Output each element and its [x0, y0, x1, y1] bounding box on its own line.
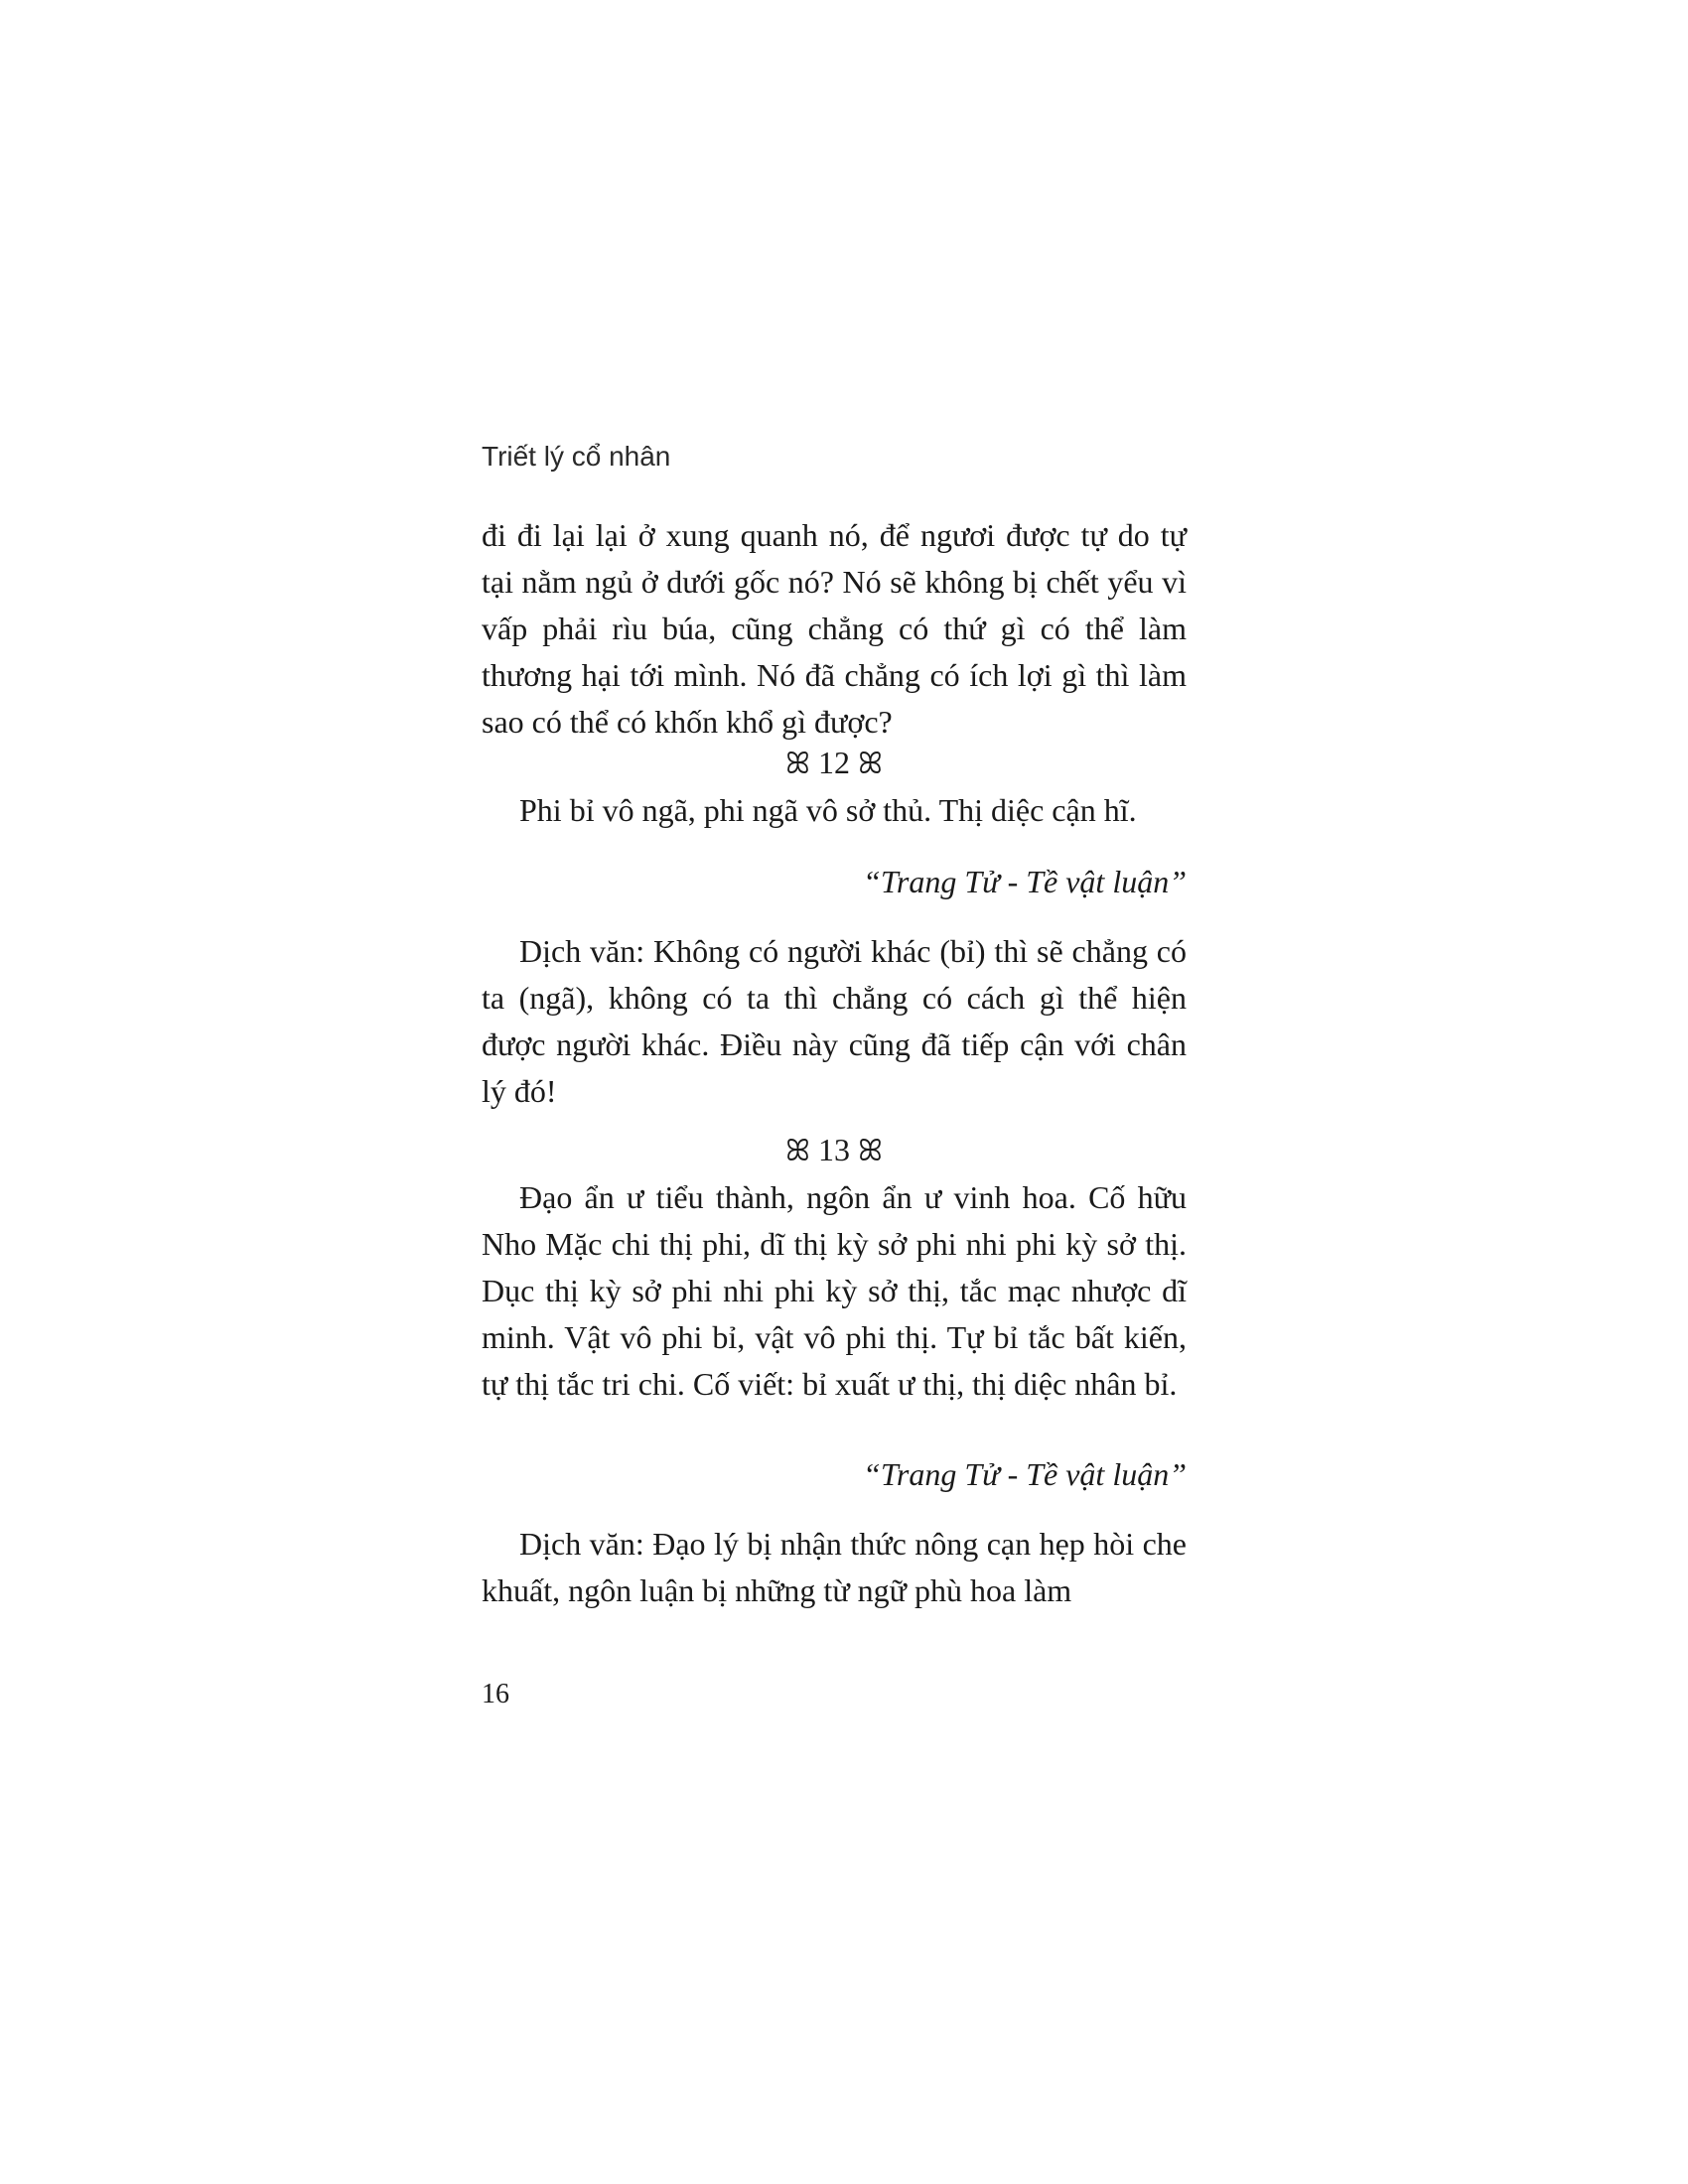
section-13-quote-block	[482, 1174, 1187, 1408]
classical-quote: Phi bỉ vô ngã, phi ngã vô sở thủ. Thị diệc cận hĩ.	[519, 792, 1137, 828]
section-12-attribution-block	[482, 859, 1187, 905]
opening-paragraph: đi đi lại lại ở xung quanh nó, để ngươi được tự do tự tại nằm ngủ ở dưới gốc nó? Nó sẽ không bị chết yểu vì vấp phải rìu búa, cũng chẳng có thứ gì có thể làm thương hại tới mình. Nó đã chẳng có ích lợi gì thì làm sao có thể có khốn khổ gì được?	[482, 517, 1187, 740]
section-13	[482, 1127, 1187, 1174]
ornament-left-icon: ꕤ	[785, 748, 810, 780]
section-12-translation-block	[482, 928, 1187, 1115]
ornament-right-icon: ꕤ	[858, 748, 883, 780]
book-page	[482, 437, 1187, 1727]
section-number: 13	[818, 1132, 850, 1167]
section-12	[482, 740, 1187, 787]
section-13-translation-block	[482, 1521, 1187, 1614]
section-heading	[482, 740, 1187, 787]
page-number: 16	[482, 1679, 509, 1709]
section-13-attribution-block	[482, 1451, 1187, 1498]
classical-quote: Đạo ẩn ư tiểu thành, ngôn ẩn ư vinh hoa. Cố hữu Nho Mặc chi thị phi, dĩ thị kỳ sở phi nhi phi kỳ sở thị. Dục thị kỳ sở phi nhi phi kỳ sở thị, tắc mạc nhược dĩ minh. Vật vô phi bỉ, vật vô phi thị. Tự bỉ tắc bất kiến, tự thị tắc tri chi. Cố viết: bỉ xuất ư thị, thị diệc nhân bỉ.	[482, 1179, 1187, 1402]
section-heading	[482, 1127, 1187, 1174]
quote-attribution: “Trang Tử - Tề vật luận”	[863, 1456, 1187, 1492]
translation-paragraph: Dịch văn: Đạo lý bị nhận thức nông cạn hẹp hòi che khuất, ngôn luận bị những từ ngữ phù hoa làm	[482, 1526, 1187, 1608]
ornament-left-icon: ꕤ	[785, 1135, 810, 1167]
running-header: Triết lý cổ nhân	[482, 441, 671, 472]
quote-attribution: “Trang Tử - Tề vật luận”	[863, 864, 1187, 899]
translation-paragraph: Dịch văn: Không có người khác (bỉ) thì sẽ chẳng có ta (ngã), không có ta thì chẳng có cách gì thể hiện được người khác. Điều này cũng đã tiếp cận với chân lý đó!	[482, 933, 1187, 1109]
ornament-right-icon: ꕤ	[858, 1135, 883, 1167]
section-number: 12	[818, 745, 850, 780]
section-12-quote-block	[482, 787, 1187, 834]
